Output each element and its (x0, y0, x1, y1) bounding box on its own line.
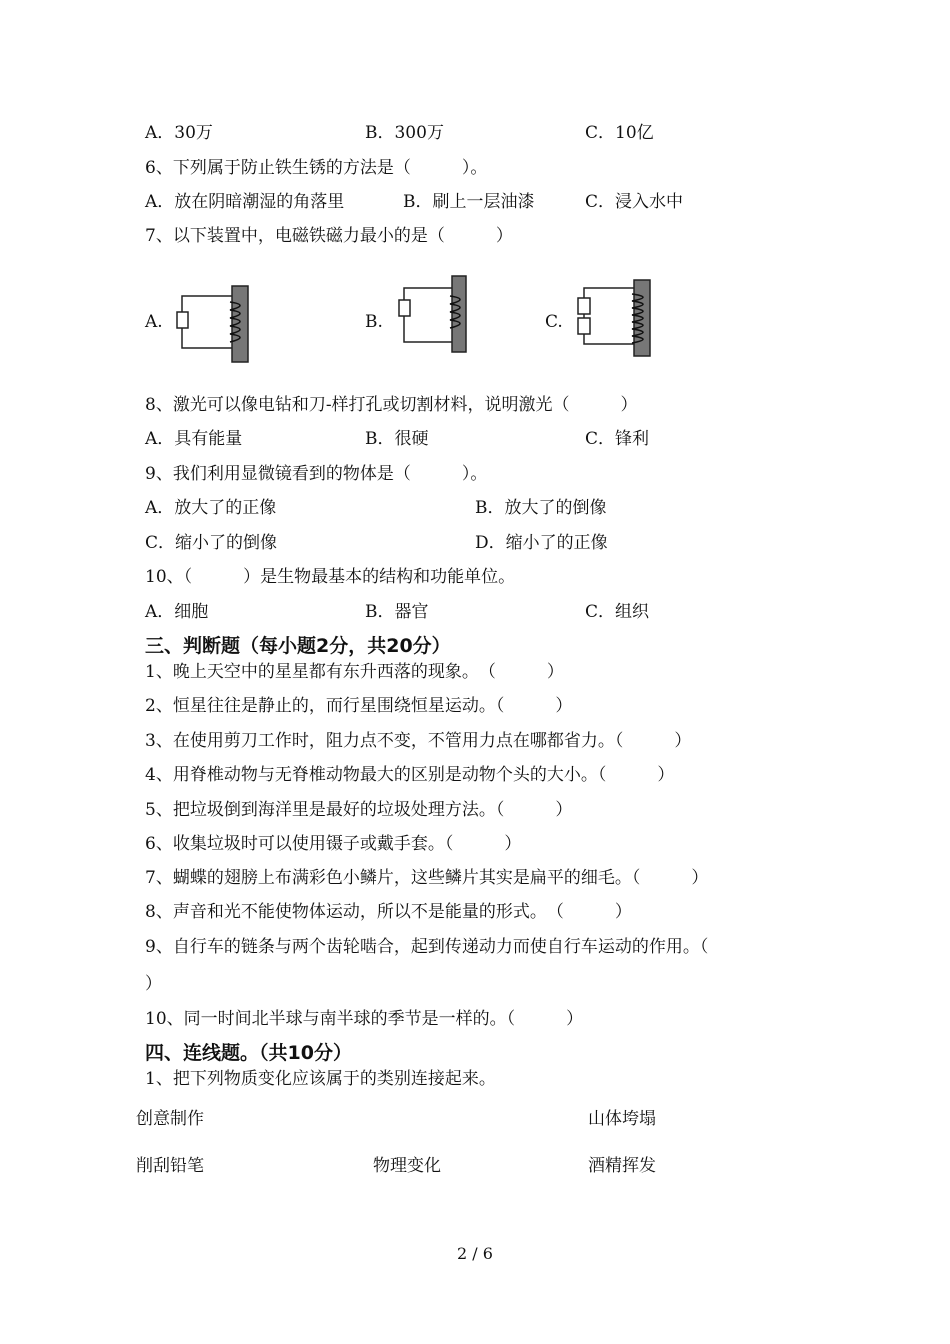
judge-item-6: 6、收集垃圾时可以使用镊子或戴手套。（ ） (145, 834, 522, 854)
judge-item-10: 10、同一时间北半球与南半球的季节是一样的。（ ） (145, 1009, 584, 1029)
judge-item-2: 2、恒星往往是静止的，而行星围绕恒星运动。（ ） (145, 696, 573, 716)
match-right-item: 酒精挥发 (588, 1156, 656, 1176)
q10-stem: 10、（ ）是生物最基本的结构和功能单位。 (145, 567, 516, 587)
match-category: 物理变化 (373, 1156, 441, 1176)
q10-option-b: B．器官 (365, 602, 429, 622)
q8-stem: 8、激光可以像电钻和刀-样打孔或切割材料，说明激光（ ） (145, 395, 638, 415)
q9-option-a: A．放大了的正像 (145, 498, 277, 518)
electromagnet-circuit-icon (172, 282, 252, 364)
q7-stem: 7、以下装置中，电磁铁磁力最小的是（ ） (145, 226, 513, 246)
match-left-item: 创意制作 (136, 1109, 204, 1129)
q8-option-a: A．具有能量 (145, 429, 243, 449)
judge-item-9-continued: ） (145, 974, 162, 994)
q9-option-b: B．放大了的倒像 (475, 498, 607, 518)
q9-stem: 9、我们利用显微镜看到的物体是（ ）。 (145, 464, 488, 484)
q6-option-c: C．浸入水中 (585, 192, 684, 212)
q9-option-c: C．缩小了的倒像 (145, 533, 278, 553)
q10-option-c: C．组织 (585, 602, 650, 622)
q5-option-c: C．10亿 (585, 123, 654, 143)
q6-stem: 6、下列属于防止铁生锈的方法是（ ）。 (145, 158, 488, 178)
electromagnet-circuit-icon (394, 274, 474, 356)
q5-option-b: B．300万 (365, 123, 444, 143)
page-number: 2 / 6 (457, 1244, 493, 1263)
match-right-item: 山体垮塌 (588, 1109, 656, 1129)
judge-item-5: 5、把垃圾倒到海洋里是最好的垃圾处理方法。（ ） (145, 800, 573, 820)
q6-option-b: B．刷上一层油漆 (403, 192, 535, 212)
judge-item-9: 9、自行车的链条与两个齿轮啮合，起到传递动力而使自行车运动的作用。（ (145, 937, 709, 957)
q6-option-a: A．放在阴暗潮湿的角落里 (145, 192, 345, 212)
section-4-title: 四、连线题。（共10分） (145, 1042, 352, 1064)
section-3-title: 三、判断题（每小题2分，共20分） (145, 635, 451, 657)
judge-item-1: 1、晚上天空中的星星都有东升西落的现象。 （ ） (145, 662, 564, 682)
q7-option-b: B. (365, 312, 383, 332)
judge-item-3: 3、在使用剪刀工作时，阻力点不变，不管用力点在哪都省力。（ ） (145, 731, 692, 751)
q9-option-d: D．缩小了的正像 (475, 533, 608, 553)
judge-item-8: 8、声音和光不能使物体运动，所以不是能量的形式。 （ ） (145, 902, 632, 922)
q7-option-a: A. (145, 312, 163, 332)
q7-option-c: C. (545, 312, 563, 332)
q10-option-a: A．细胞 (145, 602, 209, 622)
matching-question-1: 1、把下列物质变化应该属于的类别连接起来。 (145, 1069, 496, 1089)
judge-item-7: 7、蝴蝶的翅膀上布满彩色小鳞片，这些鳞片其实是扁平的细毛。（ ） (145, 868, 709, 888)
q8-option-b: B．很硬 (365, 429, 429, 449)
match-left-item: 削刮铅笔 (136, 1156, 204, 1176)
q5-option-a: A．30万 (145, 123, 213, 143)
judge-item-4: 4、用脊椎动物与无脊椎动物最大的区别是动物个头的大小。（ ） (145, 765, 675, 785)
q8-option-c: C．锋利 (585, 429, 650, 449)
electromagnet-circuit-icon (572, 278, 662, 360)
